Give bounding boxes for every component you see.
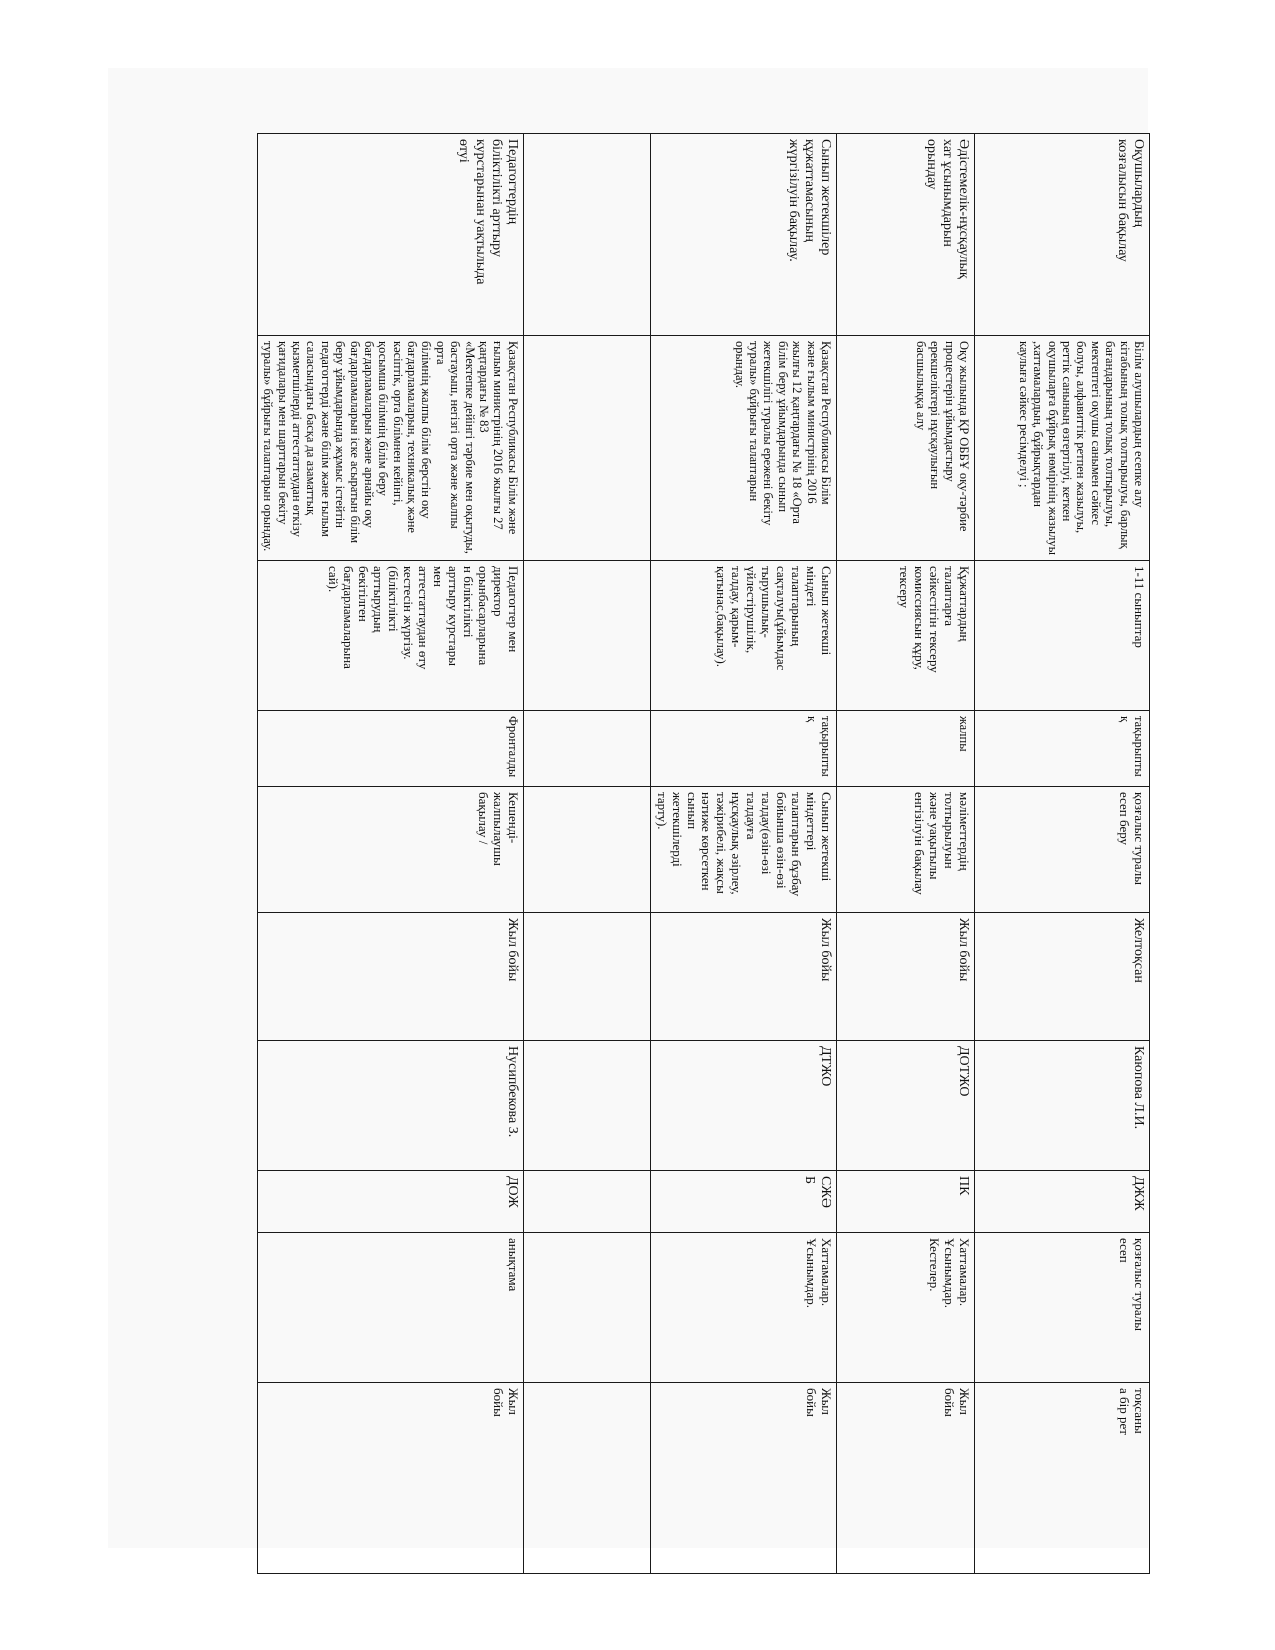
cell-result: анықтама — [258, 1233, 524, 1383]
cell-type: жалпы — [837, 711, 975, 787]
cell-topic: Оқушылардың козғалысын бақылау — [975, 134, 1150, 336]
cell-deadline: Жыл бойы — [258, 913, 524, 1041]
cell-type: тақырыптық — [975, 711, 1150, 787]
cell-secondary: Жыл бойы — [258, 1383, 524, 1574]
cell-deadline: Жыл бойы — [837, 913, 975, 1041]
cell-purpose: Қазақстан Республикасы Білім және ғылым министрінің 2016 жылғы 12 қаңтардағы № 18 «Орта білім беру ұйымдарында сынып жетекшілігі туралы ережені бекіту туралы» бұйрығы талаптарын орындау. — [650, 336, 836, 561]
cell-where: Каюпова Л.И. — [975, 1041, 1150, 1171]
cell-method: Сынып жетекші міндеттері талаптарын бұзбау бойынша өзін-өзі талдау(өзін-өзі талдауға нұсқаулық әзірлеу, тәжірибелі, жақсы нәтиже көрсеткен сынып жетекшілерді тарту). — [650, 787, 836, 913]
cell-type: Фронталды — [258, 711, 524, 787]
cell-result: Хаттамалар. Ұсынымдар. — [650, 1233, 836, 1383]
cell-method: қозғалыс туралы есеп беру — [975, 787, 1150, 913]
cell-result: қозғалыс туралы есеп — [975, 1233, 1150, 1383]
cell-topic: Сынып жетекшілер құжаттамасының жүргізілуін бақылау. — [650, 134, 836, 336]
cell-responsible: ДЖЖ — [975, 1171, 1150, 1233]
cell-purpose: Оқу жылында ҚР ОББҰ оқу-тәрбие процестерін ұйымдастыру ерекшеліктері нұсқаулығын басшылыққа алу — [837, 336, 975, 561]
cell-type: тақырыптық — [650, 711, 836, 787]
cell-method — [523, 787, 650, 913]
cell-responsible: ДОЖ — [258, 1171, 524, 1233]
cell-responsible: СЖӘ Б — [650, 1171, 836, 1233]
control-plan-table — [257, 133, 1150, 1574]
table-row — [258, 134, 524, 1574]
rotated-page — [261, 133, 1150, 1573]
cell-purpose — [523, 336, 650, 561]
cell-object — [523, 561, 650, 711]
cell-responsible: ПК — [837, 1171, 975, 1233]
cell-object: 1-11 сыныптар — [975, 561, 1150, 711]
table-row — [837, 134, 975, 1574]
cell-topic: Педагогтердің біліктілікті арттыру курстарынан уақтылыда өтуі — [258, 134, 524, 336]
table-row — [523, 134, 650, 1574]
table-row — [975, 134, 1150, 1574]
cell-where: ДОТЖО — [837, 1041, 975, 1171]
table-row — [650, 134, 836, 1574]
cell-topic: Әдістемелік-нұсқаулық хат ұсынымдарын орындау — [837, 134, 975, 336]
cell-object: Сынып жетекші міндеті талаптарының сақталуы(ұйымдас тырушылық- үйлестірушілік, талдау, қарым- қатынас,бақылау). — [650, 561, 836, 711]
cell-object: Педагогтер мен директор орынбасарларына н біліктілікті арттыру курстары мен аттестаттаудан өту кестесін жүргізу. (біліктілікті арттырудың бекітілген бағдарламаларына сай). — [258, 561, 524, 711]
cell-deadline — [523, 913, 650, 1041]
cell-method: мәліметтердің толтырылуын және уақытылы енгізілуін бақылау — [837, 787, 975, 913]
cell-result — [523, 1233, 650, 1383]
cell-deadline: Жыл бойы — [650, 913, 836, 1041]
cell-type — [523, 711, 650, 787]
cell-result: Хаттамалар. Ұсынымдар. Кестелер. — [837, 1233, 975, 1383]
cell-deadline: Желтоқсан — [975, 913, 1150, 1041]
cell-where: ДТЖО — [650, 1041, 836, 1171]
cell-secondary — [523, 1383, 650, 1574]
cell-purpose: Білім алушылардың есепке алу кітабының толық толтырылуы, барлық бағандарының толық толтырылуы, мектептегі оқушы санымен сәйкес болуы, алфавиттік ретпен жазылуы, реттік санының өзгертілуі, кеткен оқушыларға бұйрық нөмірінің жазылуы ,хаттамалардың, бұйрықтардан каулыға сәйкес ресімделуі ; — [975, 336, 1150, 561]
cell-method: Кешенді- жалпылаушы бақылау / — [258, 787, 524, 913]
cell-where — [523, 1041, 650, 1171]
cell-purpose: Қазақстан Республикасы Білім және ғылым министрінің 2016 жылғы 27 қаңтардағы № 83 «Мектепке дейінгі тәрбие мен оқытуды, бастауыш, негізгі орта және жалпы орта білімнің жалпы білім берстін оқу бағдарламаларын, техникалық және кәсіптік, орта білімнен кейінгі, қосымша білімнің білім беру бағдарламаларын және арнайы оқу бағдарламаларын іске асыратын білім беру ұйымдарында жұмыс істейтін педагогтерді және білім және ғылым саласындағы басқа да азаматтық қызметшілерді аттестаттаудан өткізу қағидалары мен шарттарын бекіту туралы» бұйрығы талаптарын орындау. — [258, 336, 524, 561]
cell-secondary: Жыл бойы — [837, 1383, 975, 1574]
cell-secondary: Жыл бойы — [650, 1383, 836, 1574]
cell-topic — [523, 134, 650, 336]
cell-secondary: тоқсаны а бір рет — [975, 1383, 1150, 1574]
cell-object: Құжаттардың талаптарға сәйкестігін тексеру комиссиясын құру, тексеру — [837, 561, 975, 711]
cell-where: Нусипбекова З. — [258, 1041, 524, 1171]
cell-responsible — [523, 1171, 650, 1233]
